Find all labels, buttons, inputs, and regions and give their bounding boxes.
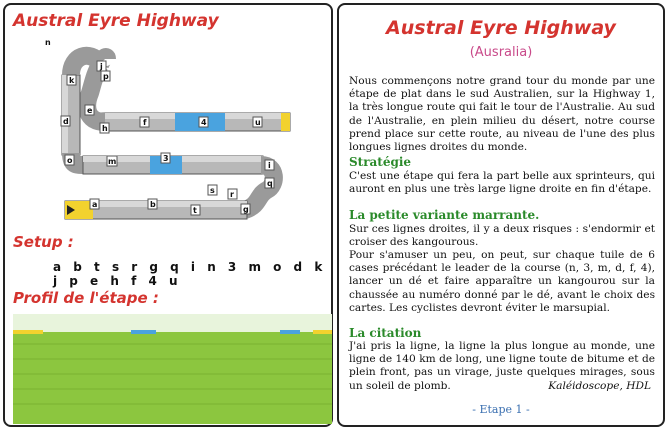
svg-text:p: p [103, 72, 109, 81]
profile-sprint-zone [280, 330, 300, 334]
tile-label [191, 205, 200, 215]
tile-label [107, 156, 117, 166]
tile-label [67, 75, 76, 85]
tile-label [208, 185, 217, 195]
intro-paragraph: Nous commençons notre grand tour du monde par une étape de plat dans le sud Australien, sur la Highway 1, la très longue route qui fait le tour de l'Australie. Au sud de l'Australie, en plein milieu du désert, notre course prend place sur cette route, au niveau de l'une des plus longues lignes droites du monde. [349, 75, 655, 154]
tile-label [100, 123, 109, 133]
stage-profile [13, 314, 332, 424]
tile-label [199, 117, 208, 127]
description-subtitle: (Ausralia) [469, 45, 533, 60]
svg-text:o: o [67, 156, 73, 165]
stage-footer: - Etape 1 - [472, 403, 530, 416]
profile-heading: Profil de l'étape : [13, 289, 159, 307]
quote-paragraph: J'ai pris la ligne, la ligne la plus longue au monde, une ligne de 140 km de long, une ligne toute de bitume et de plein front, pas un virage, juste quelques mirages, sous un soleil de plomb. [349, 340, 655, 392]
track-map [45, 38, 295, 225]
variant-paragraph: Sur ces lignes droites, il y a deux risques : s'endormir et croiser des kangourous. [349, 223, 655, 249]
profile-start-zone [13, 330, 43, 334]
stage-description-panel [337, 3, 665, 427]
strategy-heading: Stratégie [349, 155, 412, 169]
strategy-paragraph: C'est une étape qui fera la part belle aux sprinteurs, qui auront en plus une très large ligne droite en fin d'étape. [349, 170, 655, 196]
setup-sequence: a b t s r g q i n 3 m o d k j p e h f 4 u [53, 260, 327, 288]
svg-text:s: s [210, 186, 215, 195]
svg-text:q: q [267, 179, 273, 188]
stage-map-panel [3, 3, 333, 427]
profile-finish-zone [313, 330, 332, 334]
svg-text:g: g [243, 205, 249, 214]
tile-label [253, 117, 262, 127]
tile-label [228, 189, 237, 199]
svg-text:n: n [45, 38, 51, 47]
svg-text:4: 4 [201, 118, 207, 127]
tile-label [61, 116, 70, 126]
svg-text:t: t [193, 206, 197, 215]
setup-heading: Setup : [13, 233, 74, 251]
svg-text:u: u [255, 118, 261, 127]
track-segment-left-vertical [62, 75, 80, 155]
svg-text:r: r [230, 190, 234, 199]
variant-heading: La petite variante marrante. [349, 208, 540, 222]
tile-label [101, 71, 110, 81]
stage-title: Austral Eyre Highway [13, 11, 219, 31]
profile-sprint-zone [131, 330, 156, 334]
tile-label [148, 199, 157, 209]
svg-text:a: a [92, 200, 98, 209]
svg-text:b: b [150, 200, 156, 209]
svg-text:k: k [69, 76, 75, 85]
svg-text:f: f [143, 118, 147, 127]
svg-text:3: 3 [163, 154, 169, 163]
tile-label [161, 153, 170, 163]
tile-label [85, 105, 94, 115]
svg-text:i: i [268, 161, 271, 170]
tile-label [265, 178, 274, 188]
quote-author: Kaléidoscope, HDL [548, 380, 651, 392]
svg-text:j: j [100, 62, 103, 71]
svg-text:d: d [63, 117, 69, 126]
svg-text:e: e [87, 106, 93, 115]
tile-label [65, 155, 74, 165]
tile-label [241, 204, 250, 214]
svg-text:h: h [102, 124, 108, 133]
tile-label [265, 160, 274, 170]
tile-label [90, 199, 99, 209]
tile-label [140, 117, 149, 127]
description-title: Austral Eyre Highway [386, 17, 616, 39]
quote-heading: La citation [349, 326, 422, 340]
variant-paragraph: Pour s'amuser un peu, on peut, sur chaque tuile de 6 cases précédant le leader de la course (n, 3, m, d, f, 4), lancer un dé et faire apparaître un kangourou sur la chaussée au numéro donné par le dé, avant le choix des cartes. Les cyclistes devront éviter le marsupial. [349, 249, 655, 314]
tile-label [97, 61, 106, 71]
svg-text:m: m [108, 157, 117, 166]
